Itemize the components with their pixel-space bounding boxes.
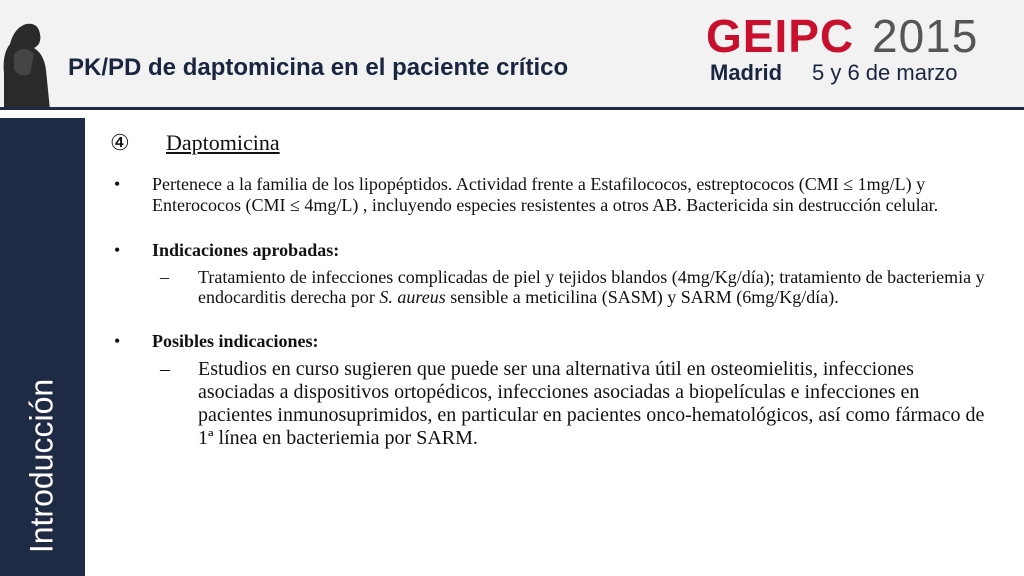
sub-list <box>152 358 990 450</box>
sub-text-italic: S. aureus <box>379 287 446 307</box>
bullet-text: Pertenece a la familia de los lipopéptidos. Actividad frente a Estafilococos, estreptococos (CMI ≤ 1mg/L) y Enterococos (CMI ≤ 4mg/L) , incluyendo especies resistentes a otros AB. Bactericida sin destrucción celular. <box>152 174 939 215</box>
slide-content <box>110 130 990 474</box>
sub-text: sensible a meticilina (SASM) y SARM (6mg/Kg/día). <box>445 287 839 307</box>
event-logo <box>706 10 979 90</box>
section-heading <box>110 130 990 156</box>
sub-text: Estudios en curso sugieren que puede ser una alternativa útil en osteomielitis, infecciones asociadas a dispositivos ortopédicos, infecciones asociadas a biopelículas e infecciones en pacientes inmunosuprimidos, en particular en pacientes onco-hematológicos, así como fármaco de 1ª línea en bacteriemia por SARM. <box>198 358 985 449</box>
sidebar <box>0 118 85 576</box>
header-divider <box>0 107 1024 110</box>
sub-item <box>152 358 990 450</box>
bullet-item <box>110 240 990 307</box>
sub-text: Tratamiento de infecciones complicadas de piel y tejidos blandos (4mg/Kg/día); tratamiento de bacteriemia y endocarditis derecha por <box>198 267 985 307</box>
bullet-item <box>110 174 990 216</box>
logo-brand: GEIPC <box>706 10 855 62</box>
sub-item <box>152 267 990 307</box>
thinker-statue-image <box>0 14 52 110</box>
bullet-list <box>110 174 990 450</box>
slide-header <box>0 0 1024 107</box>
logo-city: Madrid <box>710 60 783 85</box>
logo-year: 2015 <box>872 10 979 62</box>
bullet-heading: Posibles indicaciones: <box>152 331 319 351</box>
bullet-item <box>110 331 990 450</box>
bullet-heading: Indicaciones aprobadas: <box>152 240 340 260</box>
section-title: Daptomicina <box>166 130 280 155</box>
sidebar-label: Introducción <box>23 378 60 554</box>
page-title: PK/PD de daptomicina en el paciente crítico <box>68 54 569 81</box>
logo-date: 5 y 6 de marzo <box>812 60 958 85</box>
sub-list <box>152 267 990 307</box>
section-number: ④ <box>110 130 130 155</box>
